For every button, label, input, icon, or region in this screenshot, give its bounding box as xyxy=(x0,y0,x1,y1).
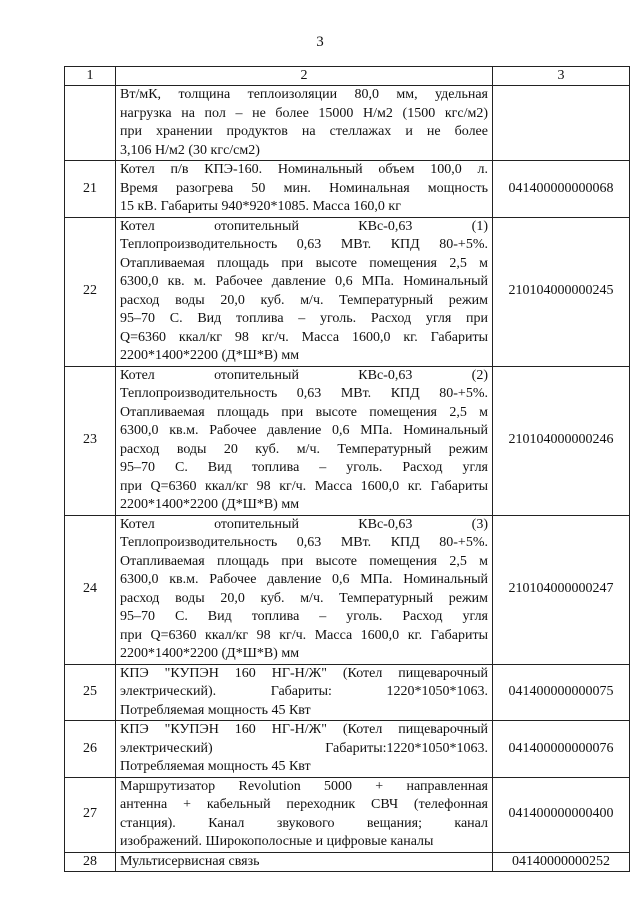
table-row xyxy=(65,664,630,721)
row-description xyxy=(116,161,493,218)
row-description xyxy=(116,515,493,664)
row-number: 27 xyxy=(65,777,116,852)
description-line: 95–70 С. Вид топлива – уголь. Расход угля xyxy=(120,609,488,624)
row-description xyxy=(116,852,493,872)
description-line: Котел отопительный КВс-0,63 (3) xyxy=(120,516,488,532)
description-line: при хранении продуктов на стеллажах и не более xyxy=(120,124,488,139)
row-code: 041400000000075 xyxy=(493,664,630,721)
row-number: 28 xyxy=(65,852,116,872)
description-line: Отапливаемая площадь при высоте помещения 2,5 м xyxy=(120,553,488,569)
table-row xyxy=(65,852,630,872)
description-line: 3,106 Н/м2 (30 кгс/см2) xyxy=(120,142,260,158)
row-code: 04140000000252 xyxy=(493,852,630,872)
description-line: при Q=6360 ккал/кг 98 кг/ч. Масса 1600,0 кг. Габариты xyxy=(120,627,488,643)
description-line: нагрузка на пол – не более 15000 Н/м2 (1500 кгс/м2) xyxy=(120,105,488,121)
table-body xyxy=(65,67,630,872)
description-line: 6300,0 кв.м. Рабочее давление 0,6 МПа. Номинальный xyxy=(120,572,488,587)
table-row xyxy=(65,217,630,366)
row-code: 041400000000400 xyxy=(493,777,630,852)
description-line: антенна + кабельный переходник СВЧ (телефонная xyxy=(120,797,488,812)
description-line: изображений. Широкополосные и цифровые каналы xyxy=(120,834,434,849)
description-line: электрический) Габариты:1220*1050*1063. xyxy=(120,740,488,756)
header-col-3: 3 xyxy=(493,67,630,86)
description-line: Потребляемая мощность 45 Квт xyxy=(120,759,311,774)
row-description xyxy=(116,86,493,161)
row-number xyxy=(65,86,116,161)
table-row xyxy=(65,777,630,852)
description-line: Котел п/в КПЭ-160. Номинальный объем 100,0 л. xyxy=(120,162,488,177)
description-line: Мультисервисная связь xyxy=(120,853,260,869)
description-line: 6300,0 кв. м. Рабочее давление 0,6 МПа. Номинальный xyxy=(120,274,488,289)
description-line: расход воды 20,0 куб. м/ч. Температурный режим xyxy=(120,590,488,606)
description-line: Теплопроизводительность 0,63 МВт. КПД 80-+5%. xyxy=(120,237,488,252)
description-line: Отапливаемая площадь при высоте помещения 2,5 м xyxy=(120,404,488,420)
description-line: 2200*1400*2200 (Д*Ш*В) мм xyxy=(120,646,300,661)
table-row xyxy=(65,86,630,161)
row-description xyxy=(116,664,493,721)
description-line: электрический). Габариты: 1220*1050*1063. xyxy=(120,684,488,699)
description-line: Теплопроизводительность 0,63 МВт. КПД 80-+5%. xyxy=(120,535,488,550)
row-description xyxy=(116,217,493,366)
row-code: 041400000000068 xyxy=(493,161,630,218)
row-number: 23 xyxy=(65,366,116,515)
description-line: КПЭ "КУПЭН 160 НГ-Н/Ж" (Котел пищеварочный xyxy=(120,665,488,681)
description-line: 2200*1400*2200 (Д*Ш*В) мм xyxy=(120,348,300,363)
description-line: Котел отопительный КВс-0,63 (2) xyxy=(120,367,488,383)
row-code xyxy=(493,86,630,161)
page-number: 3 xyxy=(316,34,324,50)
description-line: Отапливаемая площадь при высоте помещения 2,5 м xyxy=(120,255,488,271)
table-row xyxy=(65,161,630,218)
description-line: при Q=6360 ккал/кг 98 кг/ч. Масса 1600,0 кг. Габариты xyxy=(120,478,488,494)
description-line: Время разогрева 50 мин. Номинальная мощность xyxy=(120,180,488,196)
row-number: 21 xyxy=(65,161,116,218)
description-line: 6300,0 кв.м. Рабочее давление 0,6 МПа. Номинальный xyxy=(120,423,488,438)
description-line: станция). Канал звукового вещания; канал xyxy=(120,815,488,831)
description-line: Котел отопительный КВс-0,63 (1) xyxy=(120,218,488,234)
row-description xyxy=(116,366,493,515)
description-line: 95–70 С. Вид топлива – уголь. Расход угля xyxy=(120,460,488,475)
equipment-table xyxy=(64,66,630,872)
description-line: Вт/мК, толщина теплоизоляции 80,0 мм, удельная xyxy=(120,87,488,102)
row-code: 210104000000247 xyxy=(493,515,630,664)
description-line: расход воды 20,0 куб. м/ч. Температурный режим xyxy=(120,292,488,308)
row-code: 210104000000245 xyxy=(493,217,630,366)
row-code: 210104000000246 xyxy=(493,366,630,515)
row-number: 22 xyxy=(65,217,116,366)
header-col-1: 1 xyxy=(65,67,116,86)
table-row xyxy=(65,515,630,664)
description-line: Потребляемая мощность 45 Квт xyxy=(120,702,311,718)
description-line: 2200*1400*2200 (Д*Ш*В) мм xyxy=(120,497,300,512)
row-description xyxy=(116,721,493,778)
header-col-2: 2 xyxy=(116,67,493,86)
row-number: 24 xyxy=(65,515,116,664)
row-number: 26 xyxy=(65,721,116,778)
description-line: расход воды 20 куб. м/ч. Температурный режим xyxy=(120,441,488,457)
description-line: Маршрутизатор Revolution 5000 + направленная xyxy=(120,778,488,794)
row-number: 25 xyxy=(65,664,116,721)
table-row xyxy=(65,721,630,778)
table-row xyxy=(65,366,630,515)
description-line: 15 кВ. Габариты 940*920*1085. Масса 160,0 кг xyxy=(120,199,401,214)
table-header-row xyxy=(65,67,630,86)
description-line: КПЭ "КУПЭН 160 НГ-Н/Ж" (Котел пищеварочный xyxy=(120,722,488,737)
description-line: Теплопроизводительность 0,63 МВт. КПД 80-+5%. xyxy=(120,386,488,401)
description-line: 95–70 С. Вид топлива – уголь. Расход угля при xyxy=(120,311,488,326)
description-line: Q=6360 ккал/кг 98 кг/ч. Масса 1600,0 кг. Габариты xyxy=(120,329,488,345)
row-code: 041400000000076 xyxy=(493,721,630,778)
row-description xyxy=(116,777,493,852)
